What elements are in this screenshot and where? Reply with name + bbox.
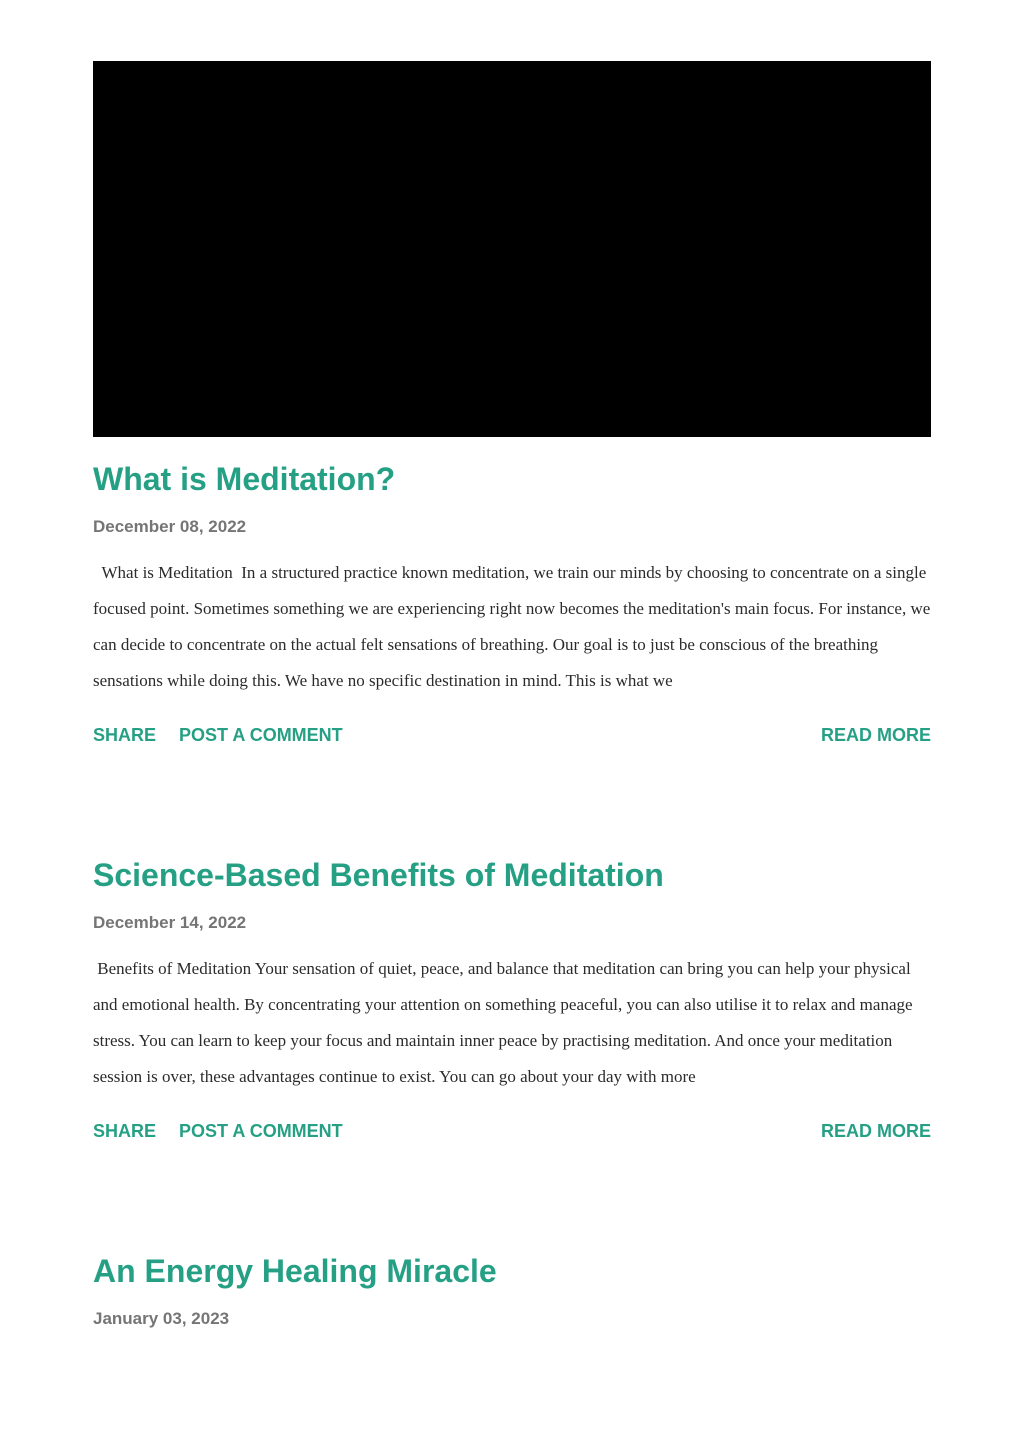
post-actions <box>93 1119 931 1143</box>
post-date: December 08, 2022 <box>93 517 247 536</box>
blog-feed <box>93 61 935 1329</box>
read-more-link[interactable]: READ MORE <box>820 725 931 745</box>
post-title-link[interactable]: What is Meditation? <box>93 461 396 497</box>
post-date: December 14, 2022 <box>93 913 247 932</box>
featured-image[interactable] <box>93 61 931 437</box>
share-button[interactable]: SHARE <box>93 1121 157 1141</box>
post-comment-link[interactable]: POST A COMMENT <box>179 1121 343 1141</box>
blog-post <box>93 461 935 747</box>
blog-post <box>93 857 931 1143</box>
post-comment-link[interactable]: POST A COMMENT <box>179 725 343 745</box>
post-excerpt: Benefits of Meditation Your sensation of quiet, peace, and balance that meditation can bring you can help your physical and emotional health. By concentrating your attention on something peaceful, you can also utilise it to relax and manage stress. You can learn to keep your focus and maintain inner peace by practising meditation. And once your meditation session is over, these advantages continue to exist. You can go about your day with more <box>93 959 917 1086</box>
post-excerpt: What is Meditation In a structured practice known meditation, we train our minds by choosing to concentrate on a single focused point. Sometimes something we are experiencing right now becomes the meditation's main focus. For instance, we can decide to concentrate on the actual felt sensations of breathing. Our goal is to just be conscious of the breathing sensations while doing this. We have no specific destination in mind. This is what we <box>93 563 935 690</box>
read-more-link[interactable]: READ MORE <box>820 1121 931 1141</box>
post-actions <box>93 723 931 747</box>
share-button[interactable]: SHARE <box>93 725 157 745</box>
post-date: January 03, 2023 <box>93 1309 230 1328</box>
blog-post <box>93 1253 931 1329</box>
post-title-link[interactable]: Science-Based Benefits of Meditation <box>93 857 664 893</box>
post-title-link[interactable]: An Energy Healing Miracle <box>93 1253 497 1289</box>
